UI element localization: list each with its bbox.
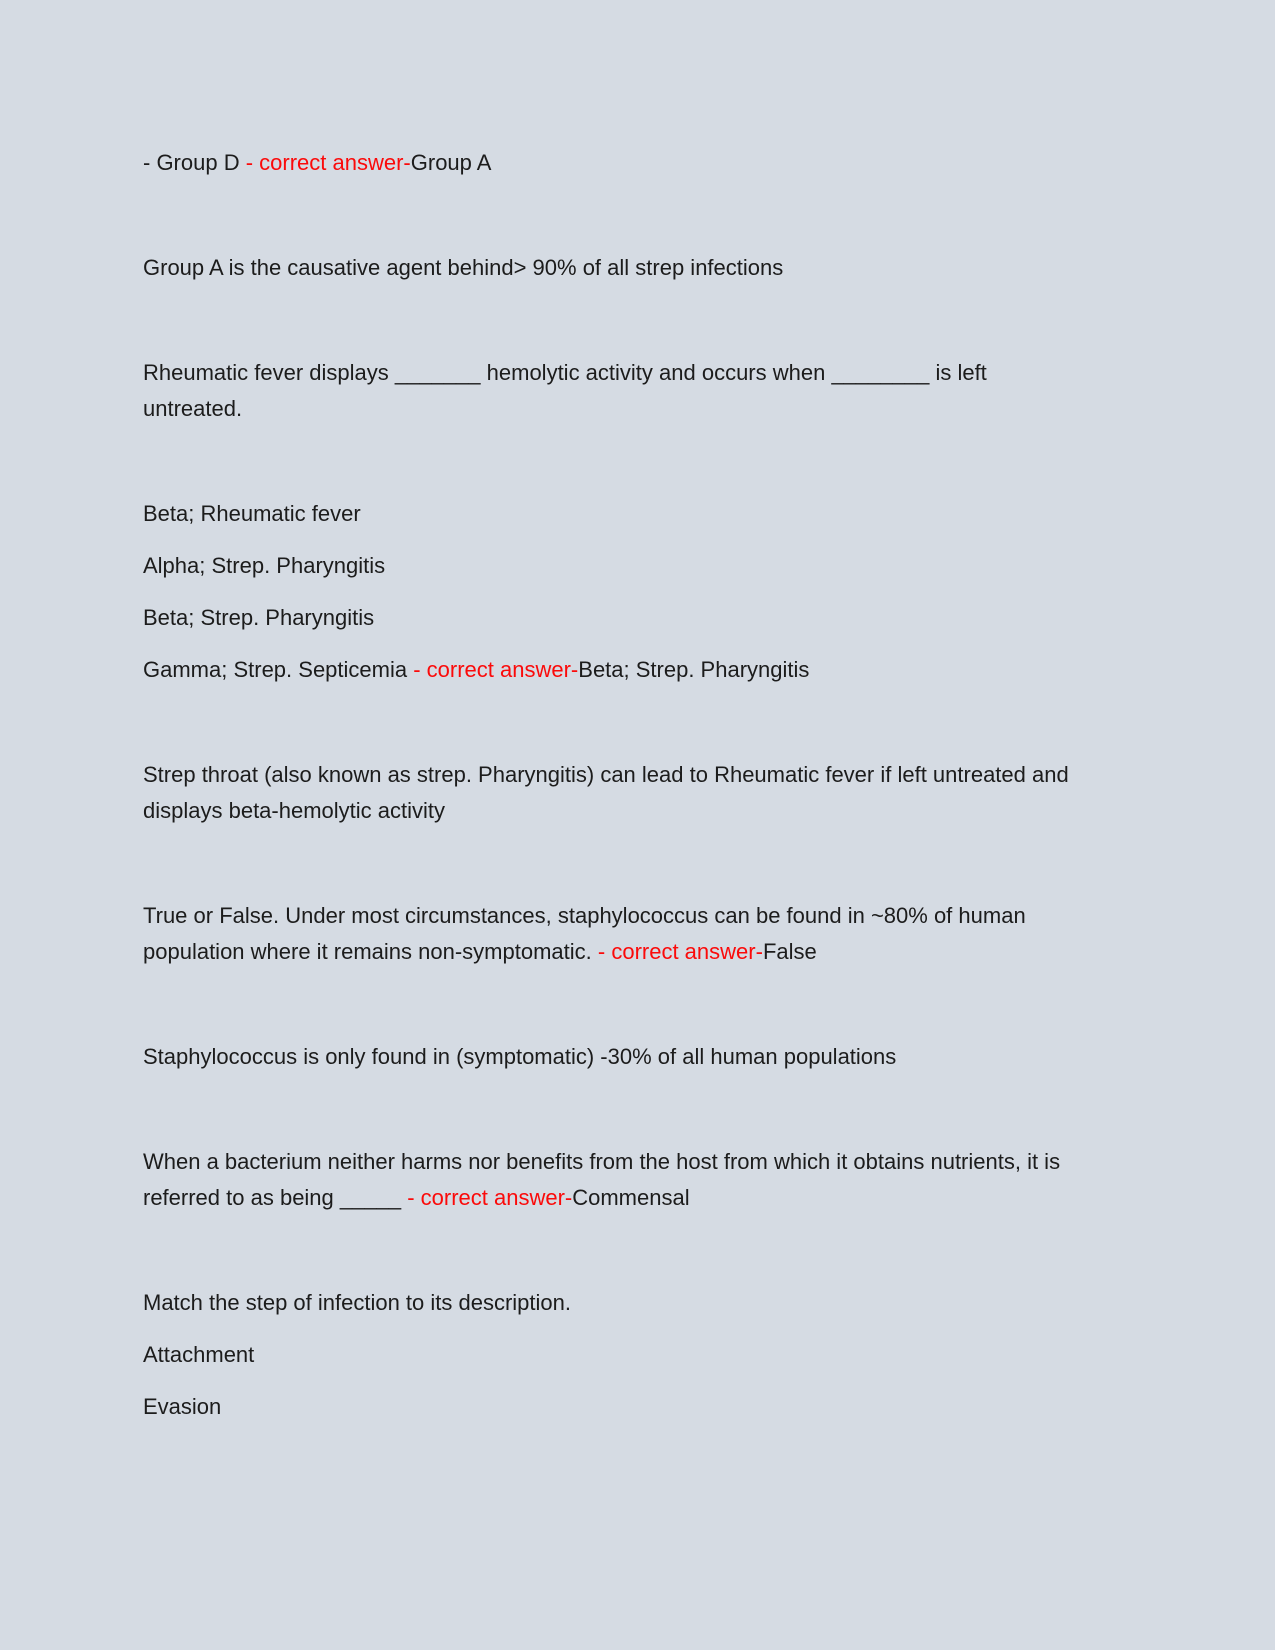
correct-answer-label: - correct answer- <box>245 150 411 175</box>
text-run: Evasion <box>143 1394 222 1419</box>
paragraph <box>143 548 1083 584</box>
text-run: Beta; Strep. Pharyngitis <box>578 657 810 682</box>
text-run: False <box>762 939 817 964</box>
text-run: Beta; Strep. Pharyngitis <box>143 605 375 630</box>
paragraph <box>143 1337 1083 1373</box>
text-run: Group A <box>410 150 492 175</box>
text-run: Match the step of infection to its description. <box>143 1290 572 1315</box>
text-run: Beta; Rheumatic fever <box>143 501 361 526</box>
paragraph <box>143 1285 1083 1321</box>
text-run: - Group D <box>143 150 246 175</box>
paragraph <box>143 1039 1083 1075</box>
paragraph <box>143 355 1083 427</box>
paragraph <box>143 145 1083 181</box>
correct-answer-label: - correct answer- <box>407 1185 573 1210</box>
text-run: Alpha; Strep. Pharyngitis <box>143 553 386 578</box>
paragraph <box>143 1144 1083 1216</box>
text-run: True or False. Under most circumstances, staphylococcus can be found in ~80% of human population where it remains non-symptomatic. <box>143 903 1026 964</box>
text-run: Attachment <box>143 1342 255 1367</box>
paragraph <box>143 757 1083 829</box>
paragraph <box>143 652 1083 688</box>
text-run: Group A is the causative agent behind> 90% of all strep infections <box>143 255 784 280</box>
text-run: Staphylococcus is only found in (symptomatic) -30% of all human populations <box>143 1044 897 1069</box>
correct-answer-label: - correct answer- <box>597 939 763 964</box>
paragraph <box>143 250 1083 286</box>
paragraph <box>143 496 1083 532</box>
text-run: Rheumatic fever displays _______ hemolytic activity and occurs when ________ is left untreated. <box>143 360 987 421</box>
text-run: When a bacterium neither harms nor benefits from the host from which it obtains nutrients, it is referred to as being _____ <box>143 1149 1061 1210</box>
document-body <box>143 145 1083 1425</box>
correct-answer-label: - correct answer- <box>413 657 579 682</box>
text-run: Strep throat (also known as strep. Pharyngitis) can lead to Rheumatic fever if left untreated and displays beta-hemolytic activity <box>143 762 1069 823</box>
paragraph <box>143 1389 1083 1425</box>
paragraph <box>143 600 1083 636</box>
paragraph <box>143 898 1083 970</box>
text-run: Gamma; Strep. Septicemia <box>143 657 414 682</box>
text-run: Commensal <box>572 1185 690 1210</box>
